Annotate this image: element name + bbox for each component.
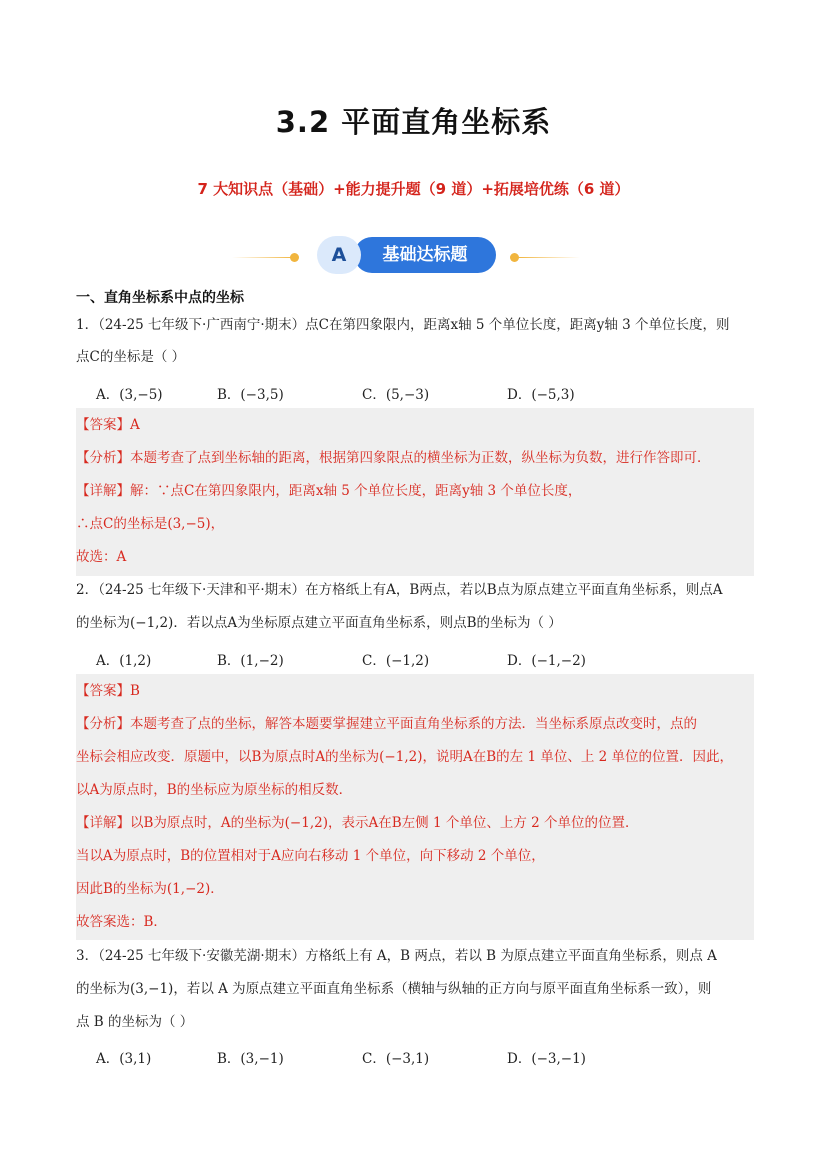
banner-dot-left bbox=[290, 253, 299, 262]
q1-detail-line2: ∴点C的坐标是(3,−5)， bbox=[76, 516, 225, 532]
page-title: 3.2 平面直角坐标系 bbox=[275, 105, 552, 139]
q1-option-c: C．(5,−3) bbox=[362, 387, 430, 403]
q2-option-a: A．(1,2) bbox=[96, 653, 152, 669]
q1-stem-line1: 1．（24-25 七年级下·广西南宁·期末）点C在第四象限内，距离x轴 5 个单位长度，距离y轴 3 个单位长度，则 bbox=[76, 317, 730, 333]
q2-option-c: C．(−1,2) bbox=[362, 653, 430, 669]
q1-analysis: 【分析】本题考查了点到坐标轴的距离，根据第四象限点的横坐标为正数，纵坐标为负数，进行作答即可． bbox=[76, 450, 711, 466]
q3-option-a: A．(3,1) bbox=[96, 1051, 152, 1067]
q1-detail-line1: 【详解】解：∵点C在第四象限内，距离x轴 5 个单位长度，距离y轴 3 个单位长度， bbox=[76, 483, 582, 499]
q3-option-c: C．(−3,1) bbox=[362, 1051, 430, 1067]
q1-answer: 【答案】A bbox=[76, 417, 140, 433]
q2-analysis-line1: 【分析】本题考查了点的坐标，解答本题要掌握建立平面直角坐标系的方法．当坐标系原点改变时，点的 bbox=[76, 716, 697, 732]
q1-option-d: D．(−5,3) bbox=[507, 387, 575, 403]
q2-option-d: D．(−1,−2) bbox=[507, 653, 586, 669]
q2-detail-line4: 故答案选：B． bbox=[76, 914, 167, 930]
q3-stem-line2: 的坐标为(3,−1)，若以 A 为原点建立平面直角坐标系（横轴与纵轴的正方向与原平面直角坐标系一致），则 bbox=[76, 981, 712, 997]
q1-option-a: A．(3,−5) bbox=[96, 387, 163, 403]
q1-option-b: B．(−3,5) bbox=[217, 387, 284, 403]
q2-detail-line3: 因此B的坐标为(1,−2)． bbox=[76, 881, 224, 897]
section-banner-letter: A bbox=[317, 236, 361, 274]
q3-option-b: B．(3,−1) bbox=[217, 1051, 284, 1067]
banner-line-right bbox=[518, 257, 580, 258]
q2-answer: 【答案】B bbox=[76, 683, 140, 699]
q2-stem-line1: 2．（24-25 七年级下·天津和平·期末）在方格纸上有A，B两点，若以B点为原点建立平面直角坐标系，则点A bbox=[76, 582, 723, 598]
page-subtitle: 7 大知识点（基础）+能力提升题（9 道）+拓展培优练（6 道） bbox=[197, 180, 630, 198]
section-heading: 一、直角坐标系中点的坐标 bbox=[76, 290, 244, 306]
q2-analysis-line2: 坐标会相应改变．原题中，以B为原点时A的坐标为(−1,2)，说明A在B的左 1 单位、上 2 单位的位置．因此， bbox=[76, 749, 733, 765]
section-banner-label: 基础达标题 bbox=[354, 237, 496, 273]
q3-stem-line1: 3．（24-25 七年级下·安徽芜湖·期末）方格纸上有 A，B 两点，若以 B 为原点建立平面直角坐标系，则点 A bbox=[76, 948, 717, 964]
q3-stem-line3: 点 B 的坐标为（ ） bbox=[76, 1014, 194, 1030]
banner-line-left bbox=[232, 257, 294, 258]
q1-detail-line3: 故选：A bbox=[76, 549, 127, 565]
q2-option-b: B．(1,−2) bbox=[217, 653, 284, 669]
banner-dot-right bbox=[510, 253, 519, 262]
q3-option-d: D．(−3,−1) bbox=[507, 1051, 586, 1067]
q2-detail-line2: 当以A为原点时，B的位置相对于A应向右移动 1 个单位，向下移动 2 个单位， bbox=[76, 848, 545, 864]
q2-detail-line1: 【详解】以B为原点时，A的坐标为(−1,2)，表示A在B左侧 1 个单位、上方 2 个单位的位置． bbox=[76, 815, 639, 831]
q2-stem-line2: 的坐标为(−1,2)．若以点A为坐标原点建立平面直角坐标系，则点B的坐标为（ ） bbox=[76, 615, 562, 631]
q2-analysis-line3: 以A为原点时，B的坐标应为原坐标的相反数． bbox=[76, 782, 353, 798]
q1-stem-line2: 点C的坐标是（ ） bbox=[76, 349, 186, 365]
